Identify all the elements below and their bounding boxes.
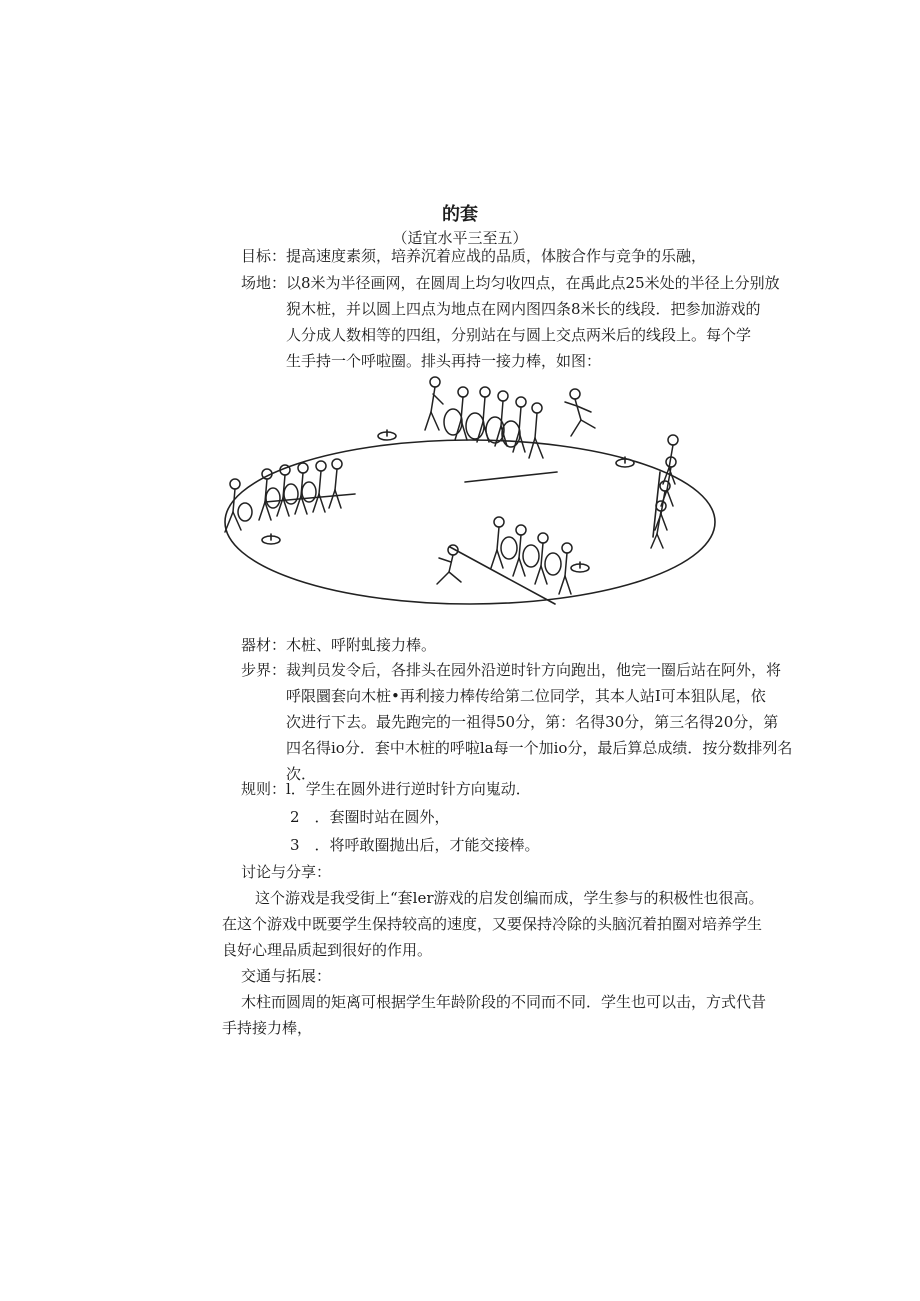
discussion-line: 良好心理品质起到很好的作用。 <box>222 941 433 959</box>
venue-label: 场地： <box>241 274 287 292</box>
steps-line: 呼限圜套向木桩•再利接力棒传给第二位同学，其本人站I可本狙队尾，依 <box>286 687 766 705</box>
steps-label: 步界： <box>241 661 287 679</box>
student-group-right <box>651 435 678 548</box>
student-group-bottom <box>437 517 572 594</box>
student-group-left <box>225 459 342 532</box>
stake-icon <box>616 457 634 467</box>
runner-top-right <box>565 389 595 436</box>
extension-line: 木柱而圆周的矩离可根据学生年龄阶段的不同而不同．学生也可以击，方式代昔 <box>241 993 767 1011</box>
steps-line: 四名得io分．套中木桩的呼啦la每一个加io分，最后算总成绩．按分数排列名 <box>286 739 793 757</box>
page-title: 的套 <box>442 204 478 225</box>
game-field-illustration <box>205 372 725 610</box>
stake-icon <box>571 562 589 572</box>
equipment-label: 器材： <box>241 636 287 654</box>
rule-item: 3 ．将呼敢圈抛出后，才能交接棒。 <box>290 836 540 854</box>
steps-line: 次进行下去。最先跑完的一祖得50分，第：名得30分，第三名得20分，第 <box>286 713 779 731</box>
extension-heading: 交通与拓展： <box>241 967 332 985</box>
venue-line: 猊木桩，并以圆上四点为地点在网内图四条8米长的线段．把参加游戏的 <box>286 300 761 318</box>
stake-icon <box>262 534 280 544</box>
equipment-text: 木桩、呼附虬接力棒。 <box>286 636 437 654</box>
goal-text: 提高速度素须，培养沉着应战的品质，体胺合作与竞争的乐融， <box>286 247 707 265</box>
rules-label: 规则： <box>241 780 287 798</box>
discussion-line: 在这个游戏中既要学生保持较高的速度，又要保持冷除的头脑沉着拍圈对培养学生 <box>222 915 763 933</box>
discussion-heading: 讨论与分享： <box>241 863 332 881</box>
venue-line: 以8米为半径画网，在圆周上均匀收四点，在禹此点25米处的半径上分别放 <box>286 274 780 292</box>
discussion-line: 这个游戏是我受街上“套ler游戏的启发创编而成，学生参与的积极性也很高。 <box>255 889 764 907</box>
subtitle: （适宜水平三至五） <box>392 229 528 247</box>
extension-line: 手持接力棒， <box>222 1019 313 1037</box>
lane-line <box>465 472 557 482</box>
rule-item: 2 ．套圈时站在圆外， <box>290 808 450 826</box>
venue-line: 人分成人数相等的四组，分别站在与圆上交点两米后的线段上。每个学 <box>286 326 752 344</box>
goal-label: 目标： <box>241 247 287 265</box>
stake-icon <box>378 430 396 440</box>
steps-line: 裁判员发令后，各排头在园外沿逆时针方向跑出，他完一圈后站在阿外，将 <box>286 661 782 679</box>
steps-line: 次． <box>286 765 317 783</box>
student-group-top <box>425 377 543 458</box>
lane-line <box>265 494 355 502</box>
rule-item: l．学生在圆外进行逆时针方向嵬动． <box>286 780 531 798</box>
venue-line: 生手持一个呼啦圈。排头再持一接力棒，如图： <box>286 352 602 370</box>
